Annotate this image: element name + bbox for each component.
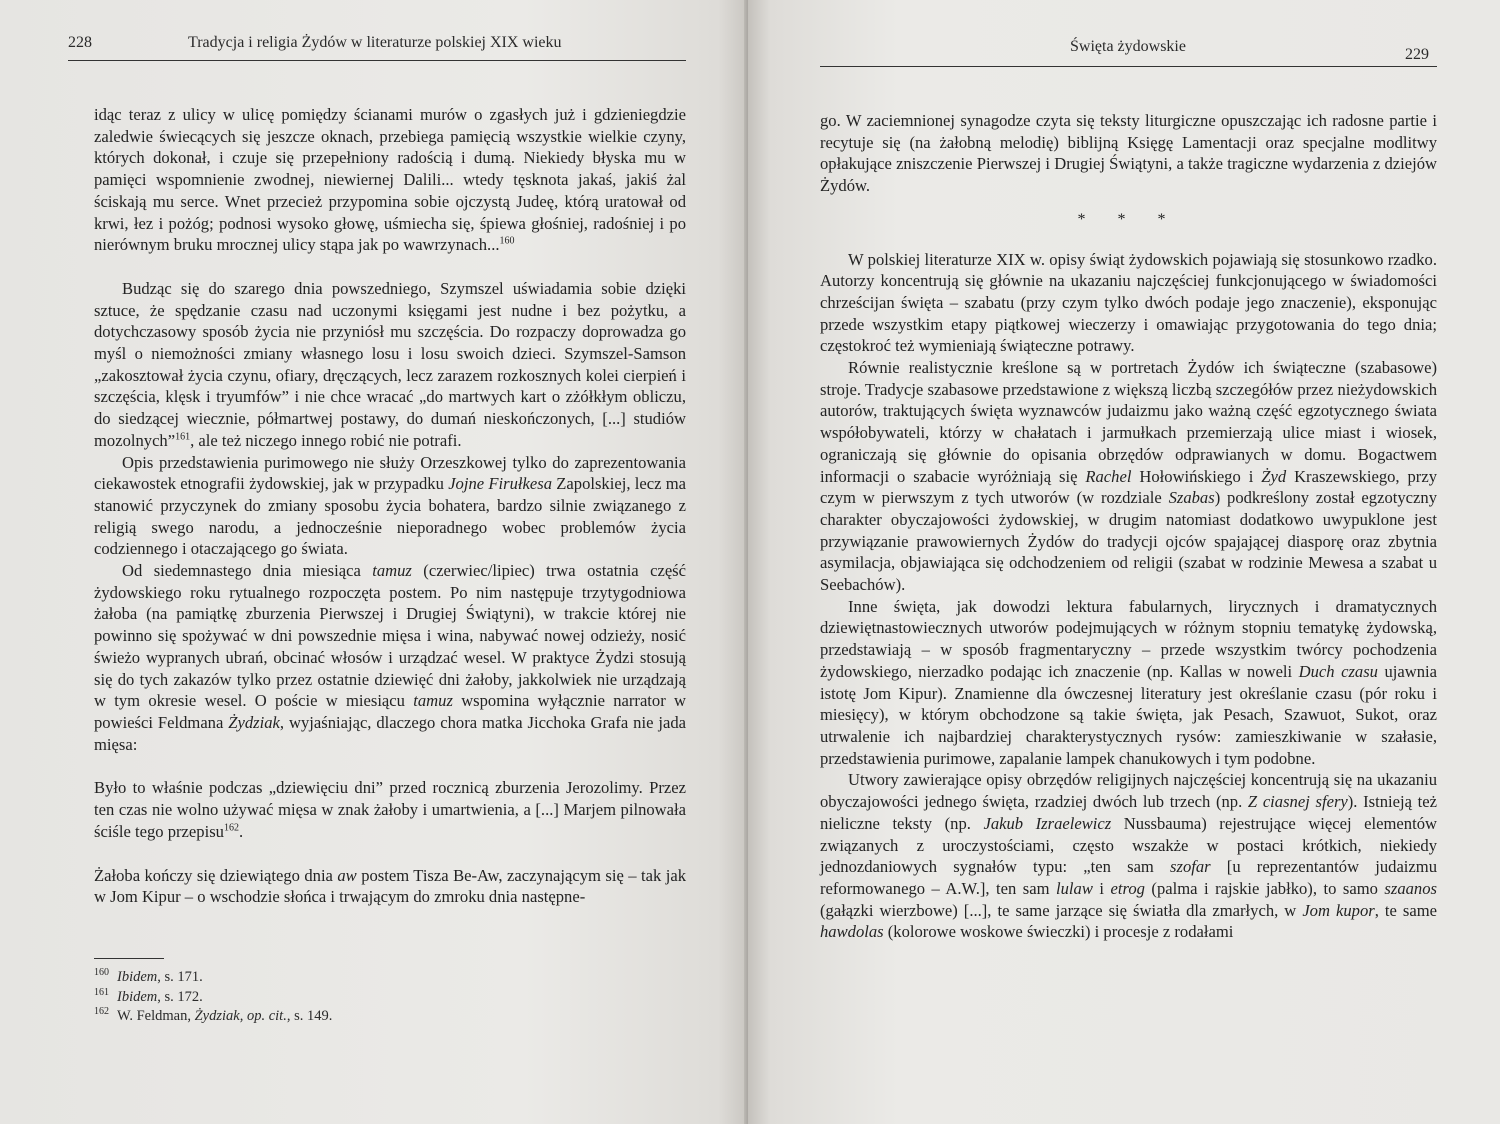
footnotes [94,968,654,1027]
left-page-header [68,34,686,61]
footnote-divider [94,958,164,959]
footnote: $^{161}$ Ibidem, s. 172. [94,986,203,1005]
paragraph: Równie realistycznie kreślone są w portretach Żydów ich świąteczne (szabasowe) stroje. Tradycje szabasowe przedstawione z większą liczbą szczegółów przez nieżydowskich autorów, traktujących święta wyznawców judaizmu jako ważną część egzotycznego świata współobywateli, którzy w chałatach i jarmułkach przemierzają ulice miast i wiosek, ograniczają się głównie do opisania obrzędów odprawianych w domu. Bogactwem informacji o szabacie wyróżniają się Rachel Hołowińskiego i Żyd Kraszewskiego, przy czym w pierwszym z tych utworów (w rozdziale Szabas) podkreślony został egzotyczny charakter obyczajowości żydowskiej, w drugim natomiast dodatkowo uwypuklone jest przywiązanie prawowiernych Żydów do tradycji ojców spajającej diasporę oraz zbytnia asymilacja, objawiająca się odchodzeniem od religii (szabat w rodzinie Mewesa a szabat u Seebachów). [820,358,1437,595]
paragraph: Opis przedstawienia purimowego nie służy Orzeszkowej tylko do zaprezentowania ciekawostek etnografii żydowskiej, jak w przypadku Jojne Firułkesa Zapolskiej, lecz ma stanowić przyczynek do zmiany sposobu życia bohatera, bardzo silnie związanego z religią swego narodu, a jednocześnie nieporadnego wobec problemów życia codziennego i otaczającego go świata. [94,452,686,559]
paragraph: W polskiej literaturze XIX w. opisy świąt żydowskich pojawiają się stosunkowo rzadko. Autorzy koncentrują się głównie na ukazaniu najczęściej funkcjonującego w świadomości chrześcijan święta – szabatu (przy czym tylko dwóch podaje jego znaczenie), eksponując przede wszystkim etapy piątkowej wieczerzy i omawiając przygotowania do tego dnia; częstokroć też wymieniają świąteczne potrawy. [820,249,1437,356]
running-title: Tradycja i religia Żydów w literaturze polskiej XIX wieku [188,34,562,51]
left-page [0,0,748,1124]
footnote-ref: 162 [223,822,239,834]
paragraph: idąc teraz z ulicy w ulicę pomiędzy ścianami murów o zgasłych już i gdzieniegdzie zaledwie świecących się jeszcze oknach, przebiega pamięcią wszystkie wielkie czyny, których dokonał, i czuje się przepełniony radością i dumą. Niekiedy błyska mu w pamięci wspomnienie zwodnej, niewiernej Dalili... wtedy tęsknota jakaś, jakiś żal ściskają mu serce. Wnet przecież przypomina sobie ojczystą Judeę, którą uratował od krwi, łez i pożóg; podnosi wysoko głowę, uśmiecha się, śpiewa głośniej, radośniej i po nierównym bruku mrocznej ulicy stąpa jak po wawrzynach...$^{160}$ [94,105,686,255]
page-number: 229 [1405,46,1429,63]
right-page [748,0,1500,1124]
section-break-stars: * * * [1077,210,1180,228]
footnote-ref: 161 [175,431,191,443]
footnote: $^{160}$ Ibidem, s. 171. [94,967,203,985]
paragraph: Utwory zawierające opisy obrzędów religijnych najczęściej koncentrują się na ukazaniu obyczajowości jednego święta, rzadziej dwóch lub trzech (np. Z ciasnej sfery). Istnieją też nieliczne teksty (np. Jakub Izraelewicz Nussbauma) rejestrujące więcej elementów związanych z uroczystościami, często wszakże w postaci krótkich, niekiedy jednozdaniowych sygnałów typu: „ten sam szofar [u reprezentantów judaizmu reformowanego – A.W.], ten sam lulaw i etrog (palma i rajskie jabłko), to samo szaanos (gałązki wierzbowe) [...], te same jarzące się światła dla zmarłych, w Jom kupor, te same hawdolas (kolorowe woskowe świeczki) i procesje z rodałami [820,770,1437,942]
footnote: $^{162}$ W. Feldman, Żydziak, op. cit., s. 149. [94,1006,333,1024]
left-body-text [94,104,686,908]
right-body-text [820,110,1437,943]
paragraph: Budząc się do szarego dnia powszedniego, Szymszel uświadamia sobie dzięki sztuce, że spędzanie czasu nad uczonymi księgami jest nudne i bez pożytku, a dotychczasowy sposób życia nie przyniósł mu szczęścia. Do rozpaczy doprowadza go myśl o niemożności zmiany własnego losu i losu swoich dzieci. Szymszel-Samson „zakosztował życia czynu, ofiary, dręczących, lecz zarazem rozkosznych kolei cierpień i szczęścia, klęsk i tryumfów” i nie chce wracać „do martwych kart o zżółkłym obliczu, do siedzącej wiecznie, półmartwej postawy, do dumań nieskończonych, [...] studiów mozolnych”$^{161}$, ale też niczego innego robić nie potrafi. [94,278,686,450]
right-page-header [820,40,1437,67]
block-quote: Było to właśnie podczas „dziewięciu dni” przed rocznicą zburzenia Jerozolimy. Przez ten czas nie wolno używać mięsa w znak żałoby i umartwienia, a [...] Marjem pilnowała ściśle tego przepisu$^{162}$. [94,778,686,841]
paragraph: go. W zaciemnionej synagodze czyta się teksty liturgiczne opuszczając ich radosne partie i recytuje się (na żałobną melodię) biblijną Księgę Lamentacji oraz specjalne modlitwy opłakujące zniszczenie Pierwszej i Drugiej Świątyni, a także tragiczne wydarzenia z dziejów Żydów. [820,111,1437,196]
running-title: Święta żydowskie [1070,38,1186,55]
paragraph: Od siedemnastego dnia miesiąca tamuz (czerwiec/lipiec) trwa ostatnia część żydowskiego roku rytualnego rozpoczęta postem. Po nim następuje trzytygodniowa żałoba (na pamiątkę zburzenia Pierwszej i Drugiej Świątyni), w trakcie której nie powinno się spożywać w dni powszednie mięsa i wina, nabywać nowej odzieży, nosić świeżo wypranych ubrań, obcinać włosów i urządzać wesel. W praktyce Żydzi stosują się do tych zakazów tylko przez ostatnie dziewięć dni żałoby, jakkolwiek nie urządzają w tym okresie wesel. O poście w miesiącu tamuz wspomina wyłącznie narrator w powieści Feldmana Żydziak, wyjaśniając, dlaczego chora matka Jicchoka Grafa nie jada mięsa: [94,561,687,754]
paragraph: Inne święta, jak dowodzi lektura fabularnych, lirycznych i dramatycznych dziewiętnastowiecznych utworów podejmujących w różnym stopniu tematykę żydowską, przedstawiają – w sposób fragmentaryczny – przede wszystkim twórcy pochodzenia żydowskiego, nierzadko podając ich znaczenie (np. Kallas w noweli Duch czasu ujawnia istotę Jom Kipur). Znamienne dla ówczesnej literatury jest określanie czasu (pór roku i miesięcy), w którym obchodzone są takie święta, jak Pesach, Szawuot, Sukot, oraz utrwalenie ich najbardziej charakterystycznych rysów: zamieszkiwanie w szałasie, przedstawienia purimowe, zapalanie lampek chanukowych i tym podobne. [820,596,1437,768]
paragraph: Żałoba kończy się dziewiątego dnia aw postem Tisza Be-Aw, zaczynającym się – tak jak w Jom Kipur – o wschodzie słońca i trwającym do zmroku dnia następne- [94,865,686,907]
page-number: 228 [68,34,92,51]
footnote-ref: 160 [499,235,515,247]
